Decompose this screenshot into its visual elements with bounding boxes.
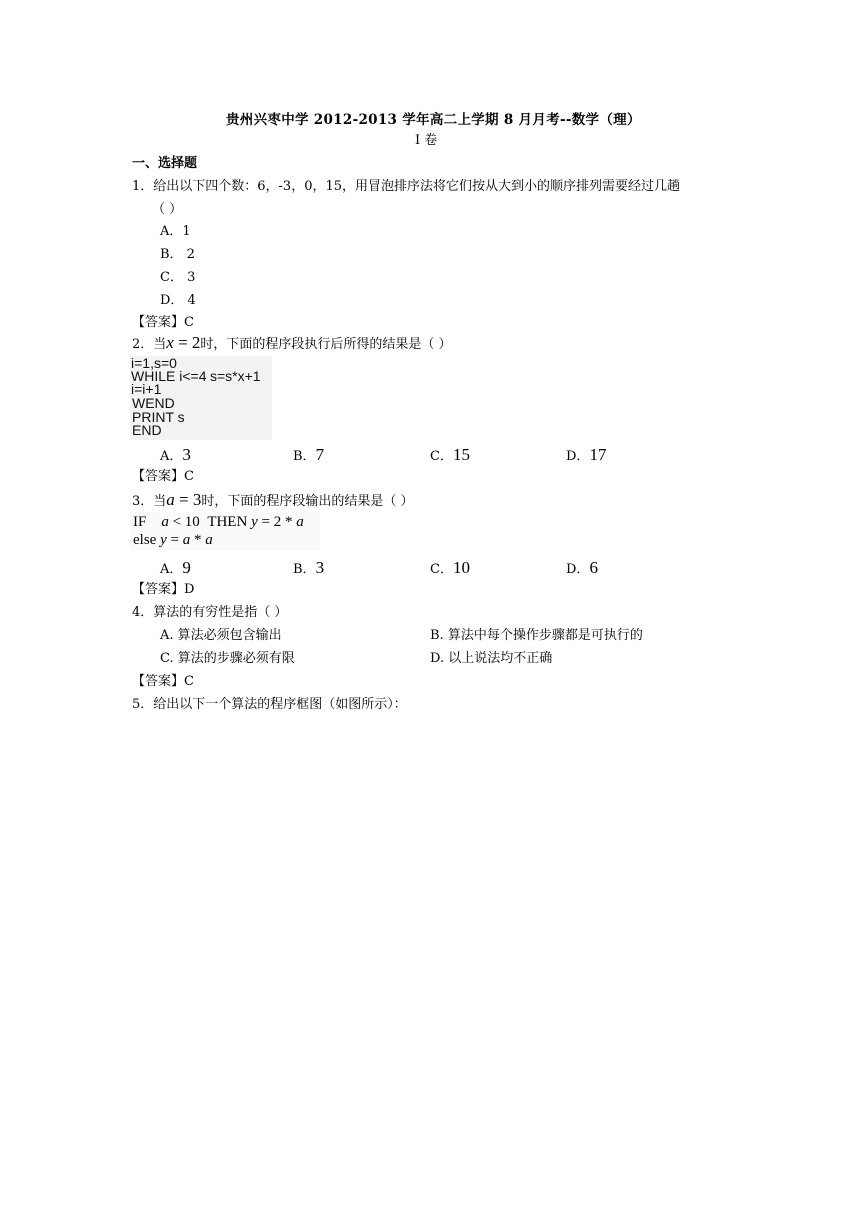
q2-var: x — [166, 333, 174, 352]
q1-stem: 1．给出以下四个数：6，-3，0，15，用冒泡排序法将它们按从大到小的顺序排列需要经过几趟 — [132, 179, 681, 194]
q3-option-a: A．9 — [160, 558, 191, 577]
q2-answer: 【答案】C — [132, 469, 194, 484]
code-line-5: PRINT s — [132, 409, 185, 425]
q4-option-b: B. 算法中每个操作步骤都是可执行的 — [430, 628, 643, 643]
code-line-6: END — [132, 422, 162, 438]
q4-option-a: A. 算法必须包含输出 — [160, 628, 282, 643]
q3-stem: 3．当a = 3时，下面的程序段输出的结果是（ ） — [132, 490, 414, 509]
q1-option-c: C． 3 — [160, 270, 196, 285]
volume-label: I 卷 — [415, 133, 438, 148]
q3-option-d: D．6 — [566, 558, 598, 577]
q3-option-b: B．3 — [293, 558, 325, 577]
code-line-2: WHILE i<=4 — [131, 368, 207, 384]
q1-option-b: B． 2 — [160, 247, 195, 262]
q2-option-c: C．15 — [430, 445, 470, 464]
q1-paren: （ ） — [152, 202, 183, 217]
q1-answer: 【答案】C — [132, 315, 194, 330]
q2-option-b: B．7 — [293, 445, 325, 464]
q2-eq: = 2 — [173, 333, 201, 352]
q1-option-a: A．1 — [160, 224, 191, 239]
q1-option-d: D． 4 — [160, 293, 196, 308]
q4-stem: 4．算法的有穷性是指（ ） — [132, 605, 288, 620]
q4-answer: 【答案】C — [132, 674, 194, 689]
q2-option-d: D．17 — [566, 445, 607, 464]
q3-code-line-2: else y = a * a — [133, 532, 213, 548]
code-line-3: i=i+1 — [131, 381, 162, 397]
code-line-1: i=1,s=0 — [131, 355, 177, 371]
q2-option-a: A．3 — [160, 445, 191, 464]
code-line-2b: s=s*x+1 — [210, 368, 261, 384]
q3-option-c: C．10 — [430, 558, 470, 577]
section-heading: 一、选择题 — [132, 156, 198, 171]
q3-code-line-1: IF a < 10 THEN y = 2 * a — [133, 514, 304, 530]
q4-option-c: C. 算法的步骤必须有限 — [160, 651, 295, 666]
q2-code-image — [130, 356, 272, 440]
q4-option-d: D. 以上说法均不正确 — [430, 651, 553, 666]
q3-answer: 【答案】D — [132, 582, 195, 597]
q2-stem — [132, 335, 452, 353]
q3-var: a — [166, 490, 175, 509]
code-line-4: WEND — [132, 395, 175, 411]
q2-stem-pre: 2．当 — [132, 337, 167, 352]
page-title: 贵州兴枣中学 2012-2013 学年高二上学期 8 月月考--数学（理） — [226, 112, 641, 128]
q5-stem: 5．给出以下一个算法的程序框图（如图所示）： — [132, 697, 407, 712]
q2-stem-post: 时，下面的程序段执行后所得的结果是（ ） — [200, 337, 452, 352]
q3-code-image — [130, 512, 320, 550]
